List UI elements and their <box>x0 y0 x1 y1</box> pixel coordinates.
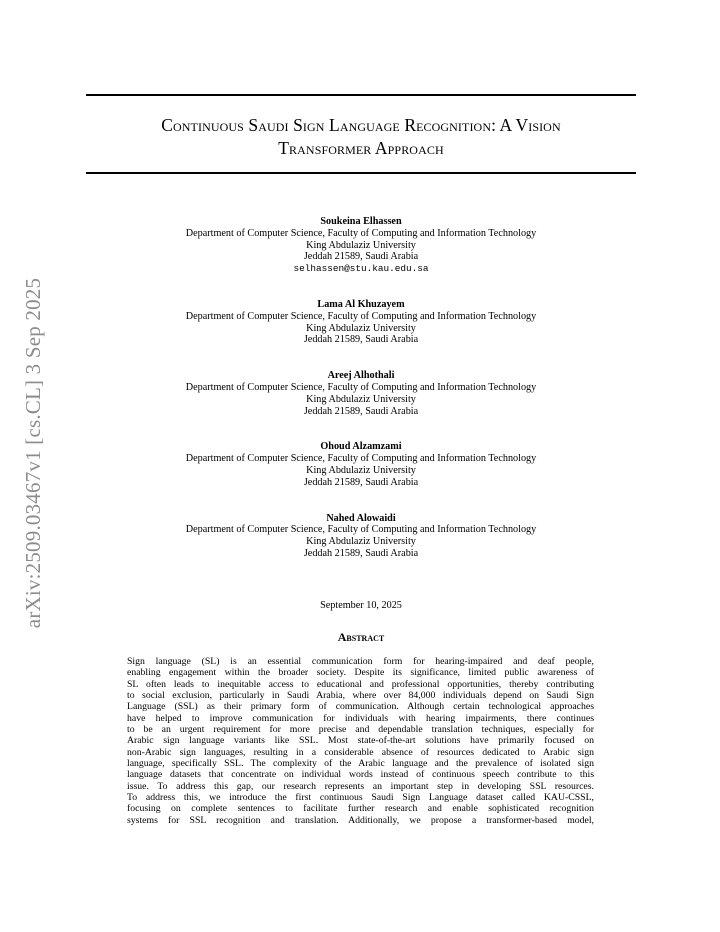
abstract-line: issue. To address this gap, our research represents an important step in developing SSL resources. <box>127 780 594 792</box>
abstract-line: Language (SSL) as their primary form of communication. Although certain technological approaches <box>127 701 594 713</box>
author-location: Jeddah 21589, Saudi Arabia <box>303 547 419 559</box>
abstract-body <box>127 656 594 826</box>
author-location: Jeddah 21589, Saudi Arabia <box>303 251 419 263</box>
author-university: King Abdulaziz University <box>306 239 416 251</box>
author-location: Jeddah 21589, Saudi Arabia <box>303 405 419 417</box>
abstract-line: systems for SSL recognition and translation. Additionally, we propose a transformer-based model, <box>127 814 594 826</box>
title-line-2: Transformer Approach <box>278 138 444 158</box>
author-list <box>86 216 636 584</box>
abstract-heading: Abstract <box>337 630 385 644</box>
abstract-line: language datasets that concentrate on individual words instead of continuous speech contribute to this <box>127 769 594 781</box>
author-university: King Abdulaziz University <box>306 464 416 476</box>
author-block <box>86 370 636 417</box>
author-block <box>86 299 636 346</box>
publication-date: September 10, 2025 <box>320 600 402 611</box>
author-department: Department of Computer Science, Faculty of Computing and Information Technology <box>185 310 537 322</box>
abstract-line: Arabic sign language variants like SSL. Most state-of-the-art solutions have primarily focused on <box>127 735 594 747</box>
abstract-line: Sign language (SL) is an essential communication form for hearing-impaired and deaf people, <box>127 656 594 667</box>
author-location: Jeddah 21589, Saudi Arabia <box>303 334 419 346</box>
paper-title <box>86 114 636 160</box>
author-department: Department of Computer Science, Faculty of Computing and Information Technology <box>185 524 537 536</box>
title-top-rule <box>86 94 636 96</box>
title-bottom-rule <box>86 172 636 174</box>
abstract-line: enabling engagement within the broader society. Despite its significance, limited public awareness of <box>127 667 594 679</box>
author-university: King Abdulaziz University <box>306 322 416 334</box>
author-block <box>86 513 636 560</box>
abstract-line: non-Arabic sign languages, resulting in a considerable absence of resources dedicated to Arabic sign <box>127 746 594 758</box>
author-name: Ohoud Alzamzami <box>320 441 402 453</box>
author-block <box>86 441 636 488</box>
abstract-line: to be an urgent requirement for more precise and dependable translation techniques, especially for <box>127 724 594 736</box>
author-department: Department of Computer Science, Faculty of Computing and Information Technology <box>185 381 537 393</box>
author-name: Soukeina Elhassen <box>320 216 402 227</box>
author-university: King Abdulaziz University <box>306 393 416 405</box>
author-email[interactable]: selhassen@stu.kau.edu.sa <box>293 263 429 275</box>
author-name: Lama Al Khuzayem <box>317 298 405 310</box>
author-department: Department of Computer Science, Faculty of Computing and Information Technology <box>185 453 537 465</box>
abstract-line: language, specifically SSL. The complexity of the Arabic language and the prevalence of isolated sign <box>127 758 594 770</box>
abstract-line: to social exclusion, particularly in Saudi Arabia, where over 84,000 individuals depend on Saudi Sign <box>127 690 594 702</box>
abstract-line: have helped to improve communication for individuals with hearing impairments, there continues <box>127 712 594 724</box>
abstract-line: To address this, we introduce the first continuous Saudi Sign Language dataset called KAU-CSSL, <box>127 792 594 804</box>
abstract-line: focusing on complete sentences to facilitate further research and enable sophisticated recognition <box>127 803 594 815</box>
author-location: Jeddah 21589, Saudi Arabia <box>303 476 419 488</box>
author-name: Nahed Alowaidi <box>326 512 396 524</box>
author-name: Areej Alhothali <box>327 370 395 382</box>
author-block <box>86 216 636 275</box>
title-line-1: Continuous Saudi Sign Language Recognition: A Vision <box>161 115 561 135</box>
author-university: King Abdulaziz University <box>306 536 416 548</box>
author-department: Department of Computer Science, Faculty of Computing and Information Technology <box>185 227 537 239</box>
abstract-line: SL often leads to inequitable access to educational and professional opportunities, thereby contributing <box>127 678 594 690</box>
arxiv-identifier-stamp: arXiv:2509.03467v1 [cs.CL] 3 Sep 2025 <box>21 277 45 629</box>
